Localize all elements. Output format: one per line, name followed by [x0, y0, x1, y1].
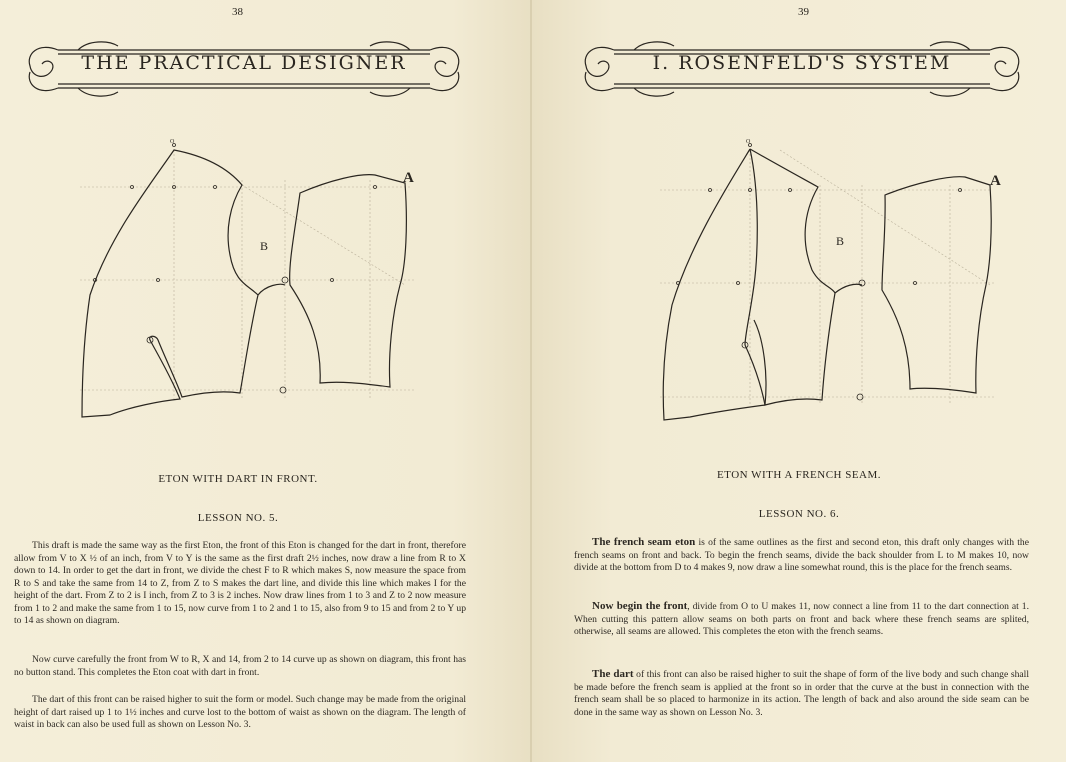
- paragraph-right-1-lead: The french seam eton: [592, 536, 696, 548]
- paragraph-right-2-text: , divide from O to U makes 11, now connect a line from 11 to the dart connection at 1. When cutting this pattern allow seams on both parts on front and back where these french seams are splited, otherwise, all seams are allowed. This completes the eton with the french seams.: [574, 601, 1029, 637]
- paragraph-right-1-text: is of the same outlines as the first and second eton, this draft only changes with the french seams on front and back. To begin the french seams, divide the back shoulder from L to M makes 10, now divide at the bottom from D to 4 makes 9, now draw a line somewhat round, this is the place for the french seams.: [574, 537, 1029, 573]
- paragraph-right-3-lead: The dart: [592, 668, 634, 680]
- section-label-b-right: B: [836, 234, 845, 248]
- point-label-o-right: O: [746, 139, 751, 145]
- pattern-diagram-right: [650, 135, 1010, 430]
- paragraph-right-3: [574, 668, 1029, 719]
- panel-label-a-left: A: [403, 170, 414, 186]
- point-label-o-left: O: [170, 139, 175, 145]
- panel-label-a-right: A: [990, 173, 1001, 189]
- paragraph-right-3-text: of this front can also be raised higher to suit the shape of form of the live body and such change shall be made before the french seam is applied at the front so in order that the curve at the bust in connection with the french seam shall be so placed to harmonize in its action. The length of back and also around the side seam can be done in the same way as shown on Lesson No. 3.: [574, 669, 1029, 718]
- paragraph-right-1: [574, 536, 1029, 575]
- header-banner-left: [18, 36, 470, 102]
- paragraph-left-3-text: The dart of this front can be raised higher to suit the form or model. Such change may be made from the original height of dart raised up 1 to 1½ inches and curve lost to the bottom of waist as shown on the diagram. The length of waist in back can also be used full as shown on Lesson No. 3.: [14, 694, 466, 730]
- page-number-left: 38: [232, 6, 243, 18]
- figure-caption-right: ETON WITH A FRENCH SEAM.: [716, 469, 882, 481]
- pattern-diagram-left: [70, 135, 430, 430]
- paragraph-right-2-lead: Now begin the front: [592, 600, 688, 612]
- right-page: [532, 0, 1066, 762]
- paragraph-right-2: [574, 600, 1029, 639]
- left-page: [0, 0, 532, 762]
- header-title-right: I. ROSENFELD'S SYSTEM: [652, 52, 952, 74]
- header-title-left: THE PRACTICAL DESIGNER: [81, 52, 407, 74]
- lesson-number-left: LESSON NO. 5.: [197, 512, 279, 524]
- lesson-number-right: LESSON NO. 6.: [758, 508, 840, 520]
- header-banner-right: [574, 36, 1030, 102]
- page-number-right: 39: [798, 6, 809, 18]
- section-label-b-left: B: [260, 239, 269, 253]
- paragraph-left-1-text: This draft is made the same way as the first Eton, the front of this Eton is changed for the dart in front, therefore allow from V to X ½ of an inch, from V to Y is the same as the first draft 2½ inches, now draw a line from R to X down to 14. In order to get the dart in front, we divide the chest F to R which makes S, now measure the space from R to S and take the same from 14 to Z, from Z to S makes the dart line, and divide this line which makes I for the height of the dart. From Z to 2 is I inch, from Z to 3 is 2 inches. Now draw lines from 1 to 3 and Z to 2 now measure from 1 to 2 and make the same from 1 to 15, now curve from 1 to 2 and 1 to 15, also from 9 to 15 and from 2 to Y up to 14 as shown on diagram.: [14, 540, 466, 626]
- figure-caption-left: ETON WITH DART IN FRONT.: [158, 473, 318, 485]
- paragraph-left-2: [14, 654, 466, 679]
- paragraph-left-1: [14, 540, 466, 628]
- paragraph-left-3: [14, 694, 466, 732]
- paragraph-left-2-text: Now curve carefully the front from W to R, X and 14, from 2 to 14 curve up as shown on diagram, this front has no button stand. This completes the Eton coat with dart in front.: [14, 654, 466, 678]
